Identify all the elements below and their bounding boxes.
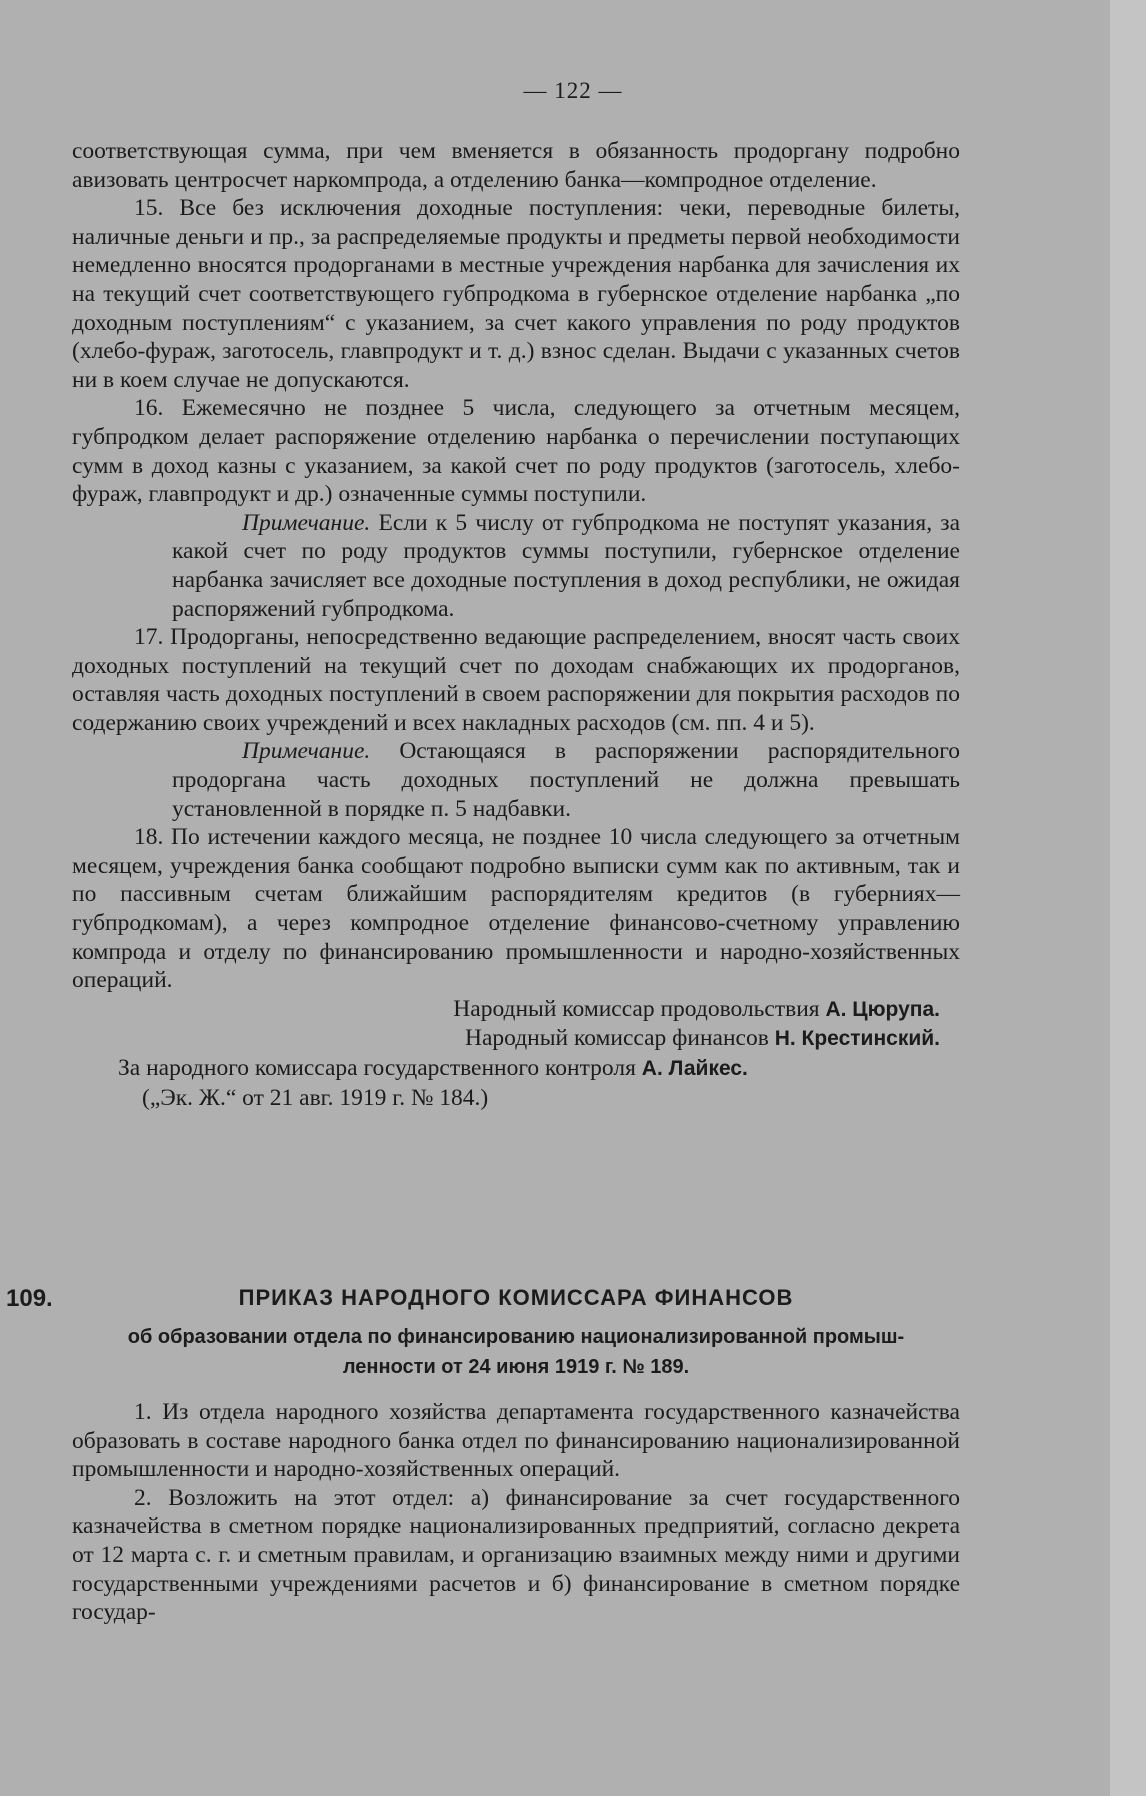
order-paragraph-1: 1. Из отдела народного хозяйства департамента государственного казначейства образовать в составе народного банка отдел по финансированию национализированной промышленности и народно-хозяйственных операций. — [72, 1399, 960, 1483]
signature-3-title: За народного комиссара государственного контроля — [118, 1055, 636, 1081]
paragraph-18: 18. По истечении каждого месяца, не позднее 10 числа следующего за отчетным месяцем, учреждения банка сообщают подробно выписки сумм как по активным, так и по пассивным счетам ближайшим распорядителям кредитов (в губерниях—губпродкомам), а через компродное отделение финансово-счетному управлению компрода и отделу по финансированию промышленности и народно-хозяйственных операций. — [72, 824, 960, 994]
note-1 — [72, 509, 960, 623]
order-paragraph-2: 2. Возложить на этот отдел: а) финансирование за счет государственного казначейства в сметном порядке национализированных предприятий, согласно декрета от 12 марта с. г. и сметным правилам, и организацию взаимных между ними и другими государственными учреждениями расчетов и б) финансирование в сметном порядке государ- — [72, 1484, 960, 1626]
signature-1-name: А. Цюрупа. — [825, 997, 940, 1021]
note-2-text: Остающаяся в распоряжении распорядительного продоргана часть доходных поступлений не должна превышать установленной в порядке п. 5 надбавки. — [172, 738, 960, 822]
document-number: 109. — [6, 1285, 53, 1312]
source-citation: („Эк. Ж.“ от 21 авг. 1919 г. № 184.) — [142, 1084, 489, 1111]
paragraph-15: 15. Все без исключения доходные поступления: чеки, переводные билеты, наличные деньги и пр., за распределяемые продукты и предметы первой необходимости немедленно вносятся продорганами в местные учреждения нарбанка для зачисления их на текущий счет соответствующего губпродкома в губернское отделение нарбанка „по доходным поступлениям“ с указанием, за счет какого управления по роду продуктов (хлебо-фураж, заготосель, главпродукт и т. д.) взнос сделан. Выдачи с указанных счетов ни в коем случае не допускаются. — [72, 195, 960, 393]
body-text-top — [72, 137, 960, 1112]
page-number: — 122 — — [523, 78, 623, 103]
document-subtitle-line-2: ленности от 24 июня 1919 г. № 189. — [342, 1356, 690, 1378]
document-subtitle-line-1: об образовании отдела по финансированию национализированной промыш- — [127, 1326, 905, 1348]
note-2-label: Примечание. — [242, 738, 371, 765]
note-1-text: Если к 5 числу от губпродкома не поступят указания, за какой счет по роду продуктов суммы поступили, губернское отделение нарбанка зачисляет все доходные поступления в доход республики, не ожидая распоряжений губпродкома. — [172, 509, 960, 622]
paragraph-continuation: соответствующая сумма, при чем вменяется в обязанность продоргану подробно авизовать центросчет наркомпрода, а отделению банка—компродное отделение. — [72, 138, 960, 193]
signature-2 — [72, 1024, 960, 1054]
signature-2-title: Народный комиссар финансов — [464, 1025, 769, 1052]
note-1-label: Примечание. — [242, 509, 371, 536]
paragraph-17: 17. Продорганы, непосредственно ведающие распределением, вносят часть своих доходных поступлений на текущий счет по доходам снабжающих их продорганов, оставляя часть доходных поступлений в своем распоряжении для покрытия расходов по содержанию своих учреждений и всех накладных расходов (см. пп. 4 и 5). — [72, 624, 960, 736]
document-subtitle — [72, 1322, 960, 1382]
signature-3-name: А. Лайкес. — [641, 1057, 748, 1080]
document-title: ПРИКАЗ НАРОДНОГО КОМИССАРА ФИНАНСОВ — [238, 1285, 794, 1310]
signature-1-title: Народный комиссар продовольствия — [453, 995, 820, 1022]
body-text-order — [72, 1398, 960, 1627]
note-2 — [72, 737, 960, 823]
paragraph-16: 16. Ежемесячно не позднее 5 числа, следующего за отчетным месяцем, губпродком делает распоряжение отделению нарбанка о перечислении поступающих сумм в доход казны с указанием, за какой счет по роду продуктов (заготосель, хлебо-фураж, главпродукт и др.) означенные суммы поступили. — [72, 395, 960, 508]
signature-3 — [72, 1054, 960, 1084]
page-edge — [1110, 0, 1146, 1796]
signature-2-name: Н. Крестинский. — [774, 1027, 940, 1051]
signature-1 — [72, 995, 960, 1025]
